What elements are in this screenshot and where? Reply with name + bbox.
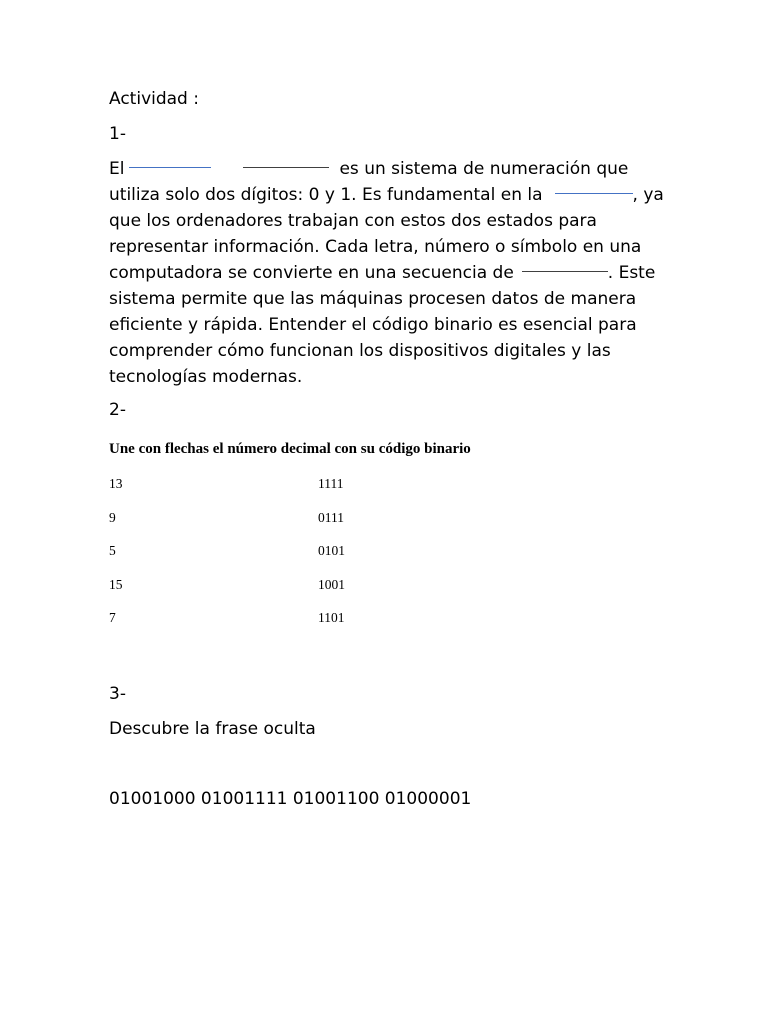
binary-value[interactable]: 0101 (318, 543, 345, 559)
paragraph-text: utiliza solo dos dígitos: 0 y 1. Es fundamental en la (109, 185, 543, 205)
binary-value[interactable]: 1001 (318, 576, 345, 592)
answer-blank[interactable] (522, 270, 608, 272)
answer-blank[interactable] (243, 166, 329, 168)
binary-value[interactable]: 0111 (318, 509, 344, 525)
decimal-value[interactable]: 5 (109, 543, 116, 559)
answer-blank[interactable] (555, 192, 633, 194)
binary-value[interactable]: 1101 (318, 610, 345, 626)
paragraph-text: El (109, 159, 125, 179)
paragraph-text: , ya (632, 185, 664, 205)
section-1-number: 1- (109, 124, 126, 144)
paragraph-line: que los ordenadores trabajan con estos dos estados para (109, 211, 597, 231)
paragraph-line (109, 182, 669, 208)
activity-title: Actividad : (109, 89, 199, 109)
section-1-paragraph (109, 156, 669, 390)
answer-blank[interactable] (129, 166, 211, 168)
paragraph-line (109, 260, 669, 286)
decimal-value[interactable]: 13 (109, 476, 123, 491)
paragraph-line: representar información. Cada letra, número o símbolo en una (109, 237, 642, 257)
section-2-number: 2- (109, 400, 126, 420)
paragraph-line (109, 156, 669, 182)
paragraph-line: eficiente y rápida. Entender el código binario es esencial para (109, 315, 637, 335)
paragraph-text: . Este (607, 263, 656, 283)
paragraph-line: tecnologías modernas. (109, 367, 303, 387)
section-3-instruction: Descubre la frase oculta (109, 719, 316, 739)
decimal-value[interactable]: 7 (109, 610, 116, 626)
decimal-value[interactable]: 15 (109, 576, 123, 592)
section-2-instruction: Une con flechas el número decimal con su código binario (109, 441, 471, 457)
section-3-number: 3- (109, 684, 126, 704)
paragraph-text: computadora se convierte en una secuencia de (109, 263, 514, 283)
paragraph-line: sistema permite que las máquinas procesen datos de manera (109, 289, 637, 309)
binary-value[interactable]: 1111 (318, 476, 344, 491)
decimal-value[interactable]: 9 (109, 509, 116, 525)
paragraph-text: es un sistema de numeración que (339, 159, 629, 179)
binary-code-sequence: 01001000 01001111 01001100 01000001 (109, 789, 472, 809)
paragraph-line: comprender cómo funcionan los dispositivos digitales y las (109, 341, 611, 361)
